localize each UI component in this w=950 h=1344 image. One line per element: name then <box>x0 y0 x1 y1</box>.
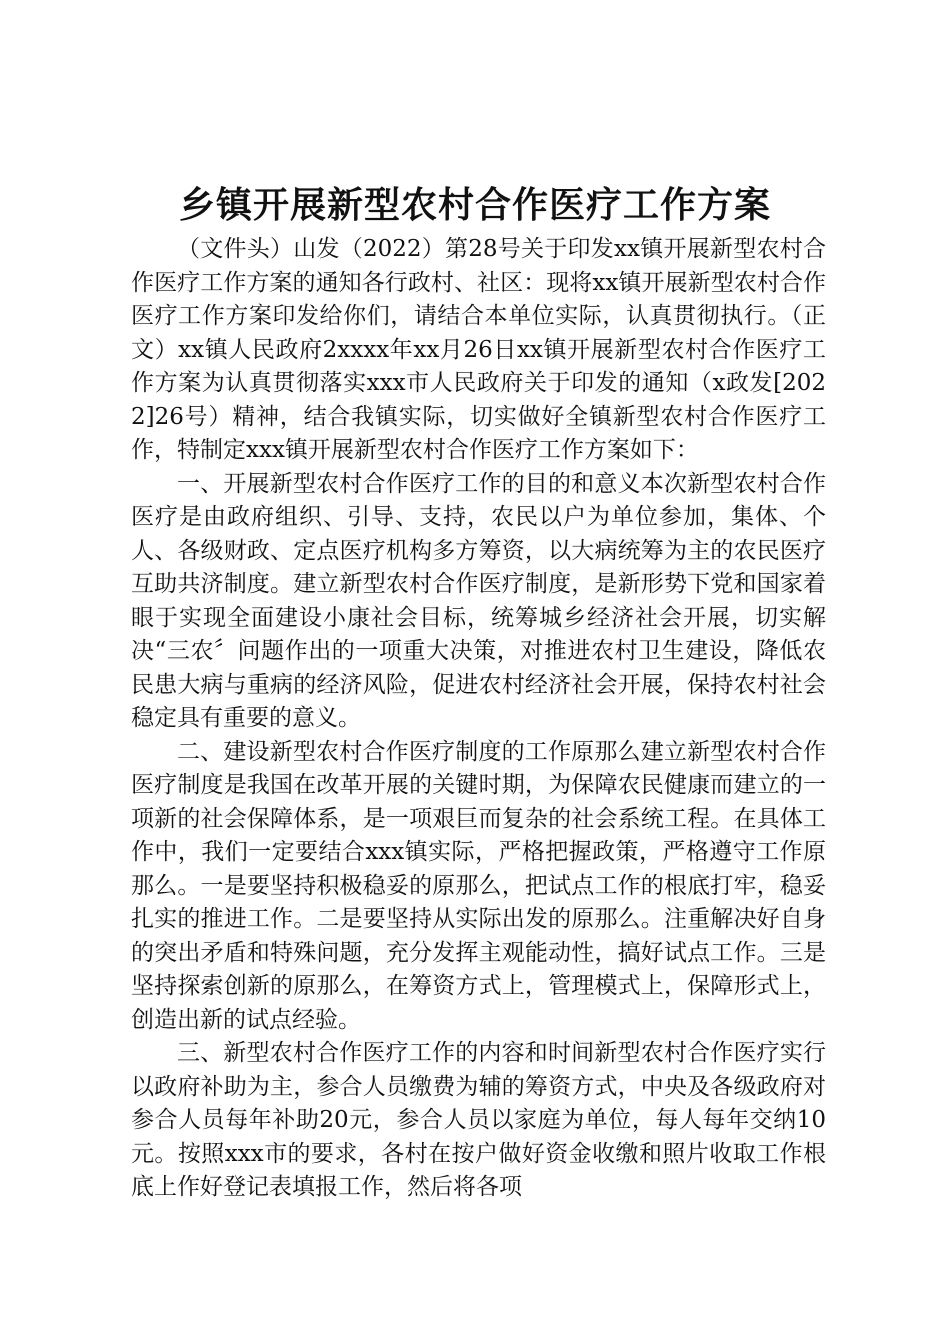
paragraph-intro: （文件头）山发（2022）第28号关于印发xx镇开展新型农村合作医疗工作方案的通知各行政村、社区：现将xx镇开展新型农村合作医疗工作方案印发给你们，请结合本单位实际，认真贯彻执行。（正文）xx镇人民政府2xxxx年xx月26日xx镇开展新型农村合作医疗工作方案为认真贯彻落实xxx市人民政府关于印发的通知（x政发[2022]26号）精神，结合我镇实际，切实做好全镇新型农村合作医疗工作，特制定xxx镇开展新型农村合作医疗工作方案如下： <box>131 236 826 463</box>
paragraph-section-1: 一、开展新型农村合作医疗工作的目的和意义本次新型农村合作医疗是由政府组织、引导、支持，农民以户为单位参加，集体、个人、各级财政、定点医疗机构多方筹资，以大病统筹为主的农民医疗互助共济制度。建立新型农村合作医疗制度，是新形势下党和国家着眼于实现全面建设小康社会目标，统筹城乡经济社会开展，切实解决“三农〞问题作出的一项重大决策，对推进农村卫生建设，降低农民患大病与重病的经济风险，促进农村经济社会开展，保持农村社会稳定具有重要的意义。 <box>131 470 826 731</box>
paragraph-section-3: 三、新型农村合作医疗工作的内容和时间新型农村合作医疗实行以政府补助为主，参合人员缴费为辅的筹资方式，中央及各级政府对参合人员每年补助20元，参合人员以家庭为单位，每人每年交纳10元。按照xxx市的要求，各村在按户做好资金收缴和照片收取工作根底上作好登记表填报工作，然后将各项 <box>131 1040 826 1200</box>
paragraph-section-2: 二、建设新型农村合作医疗制度的工作原那么建立新型农村合作医疗制度是我国在改革开展的关键时期，为保障农民健康而建立的一项新的社会保障体系，是一项艰巨而复杂的社会系统工程。在具体工作中，我们一定要结合xxx镇实际，严格把握政策，严格遵守工作原那么。一是要坚持积极稳妥的原那么，把试点工作的根底打牢，稳妥扎实的推进工作。二是要坚持从实际出发的原那么。注重解决好自身的突出矛盾和特殊问题，充分发挥主观能动性，搞好试点工作。三是坚持探索创新的原那么，在筹资方式上，管理模式上，保障形式上，创造出新的试点经验。 <box>131 738 826 1033</box>
document-title: 乡镇开展新型农村合作医疗工作方案 <box>178 184 771 226</box>
document-body <box>131 233 826 1205</box>
